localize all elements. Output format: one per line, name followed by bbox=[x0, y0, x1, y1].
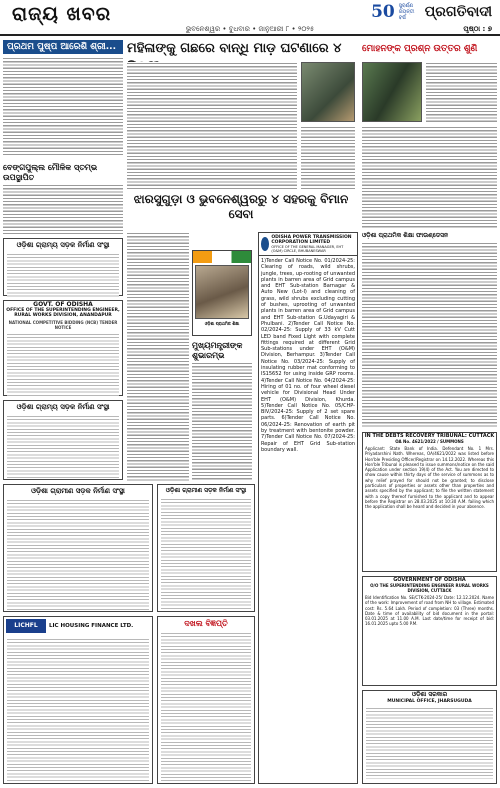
bottom-left-box-body bbox=[7, 499, 149, 611]
rural-works-notice bbox=[362, 576, 497, 686]
bottom-mid-box-title: ଓଡ଼ିଶା ଗ୍ରାମୀଣ ସଡ଼କ ନିର୍ମାଣ ସଂସ୍ଥା bbox=[165, 487, 247, 494]
center-sub-text bbox=[192, 362, 252, 480]
left-mid-body bbox=[3, 184, 123, 234]
govt-notice-sub: NATIONAL COMPETITIVE BIDDING (NCB) TENDER NOTICE bbox=[8, 320, 118, 330]
left-ad-1 bbox=[3, 238, 123, 296]
govt-notice bbox=[3, 300, 123, 396]
optcl-title: ODISHA POWER TRANSMISSION CORPORATION LIMITED bbox=[271, 235, 352, 245]
lead-story-text bbox=[127, 62, 297, 190]
lead-story-photo bbox=[301, 62, 355, 122]
center-left-text bbox=[127, 232, 189, 482]
newspaper-logo: ପ୍ରଗତିବାଦୀ bbox=[424, 4, 492, 20]
lead-story-text-2 bbox=[301, 126, 355, 190]
tribunal-body: Applicant: State Bank of India. Defendant No. 1 Mrs. Priyadarshini Nath. Whereas, OA/4621/2022 was listed before Hon'ble Presiding Officer/Registrar on 14.12.2022. Whereas this Hon'ble Tribunal is pleased to issue summons/notice on the said Application under section 19(4) of the Act. You are directed to show cause within thirty days of the service of summons as to why relief prayed for should not be granted; to disclose particulars of properties or assets other than properties and assets specified by the applicant; to file the written statement with a copy thereof furnished to the applicant and to appear before the Registrar on 28.03.2025 at 10:30 A.M. failing which the application shall be heard and decided in your absence. bbox=[365, 446, 494, 510]
right-story-text-1 bbox=[426, 62, 497, 122]
lichfl-notice-body bbox=[161, 632, 251, 782]
optcl-body: 1)Tender Call Notice No. 01/2024-25: Clearing of roads, wild shrubs, jungle, trees, up-rooting of unwanted plants in barren area of Grid campus and EHT Sub-station Barnagar & Auto New (Lot-I) and cleaning of grass, wild shrubs excluding cutting of bushes, uprooting of unwanted plants in barren area of Grid campus and EHT Sub-station G.Udayagiri & Phulbani. 2)Tender Call Notice No. 02/2024-25: Supply of 33 kV Cutt LED band Fixed Light with complete fittings required at different Grid Sub-stations under EHT (O&M) Division, Berhampur. 3)Tender Call Notice No. 03/2024-25: Supply of insulating rubber mat conforming to IS15652 for using inside GRP rooms. 4)Tender Call Notice No. 04/2024-25: Hiring of 01 no. of four wheel diesel vehicle for Divisional Head Under EHT (O&M) Division, Khurda. 5)Tender Call Notice No. 05/CHP-BIV/2024-25: Supply of 2 set spare parts. 6)Tender Call Notice No. 06/2024-25: Renovation of earth pit by treatment with bentonite powder. 7)Tender Call Notice No. 07/2024-25: Repair of EHT Grid Sub-station boundary wall. bbox=[261, 258, 355, 453]
center-image-ad-flag bbox=[193, 251, 251, 263]
optcl-sub: OFFICE OF THE GENERAL MANAGER, EHT (O&M) CIRCLE, BHUBANESWAR bbox=[271, 245, 344, 253]
rural-works-title: GOVERNMENT OF ODISHA bbox=[393, 577, 466, 583]
govt-notice-title: GOVT. OF ODISHA bbox=[33, 301, 93, 308]
masthead-logo-group bbox=[371, 2, 492, 22]
lichfl-notice-2 bbox=[157, 616, 255, 784]
page-number: ପୃଷ୍ଠା : ୭ bbox=[463, 25, 492, 33]
municipal-title: ଓଡ଼ିଶା ସରକାର bbox=[411, 691, 448, 698]
left-lead-body bbox=[3, 57, 123, 157]
rural-works-body: Bid Identification No. SE/CTK-2024-25/ Date: 12.12.2024. Name of the work: Improvement of road from NH to village. Estimated cost: Rs. 5.64 Lakh. Period of completion: 03 (Three) months. Date & time of availability of bid document in the portal: 03.01.2025 at 11.00 A.M. Last date/time for receipt of bid: 16.01.2025 upto 5.00 P.M. bbox=[365, 595, 494, 627]
municipal-body bbox=[366, 707, 493, 779]
left-ad-1-body bbox=[7, 253, 119, 297]
govt-notice-office: OFFICE OF THE SUPERINTENDING ENGINEER, RURAL WORKS DIVISION, ANANDAPUR bbox=[6, 308, 120, 318]
left-ad-2-body bbox=[7, 415, 119, 479]
tribunal-title: IN THE DEBTS RECOVERY TRIBUNAL: CUTTACK bbox=[364, 433, 495, 439]
right-mid-story bbox=[362, 232, 497, 428]
optcl-notice bbox=[258, 232, 358, 784]
lichfl-body bbox=[7, 638, 149, 782]
bottom-mid-box bbox=[157, 484, 255, 612]
tribunal-notice bbox=[362, 432, 497, 572]
dateline: ଭୁବନେଶ୍ୱର • ବୁଧବାର • ଜାନୁଆରୀ ୮ • ୨୦୨୫ bbox=[185, 25, 315, 33]
lichfl-logo-icon: LICHFL bbox=[6, 619, 46, 633]
right-mid-headline: ଓଡ଼ିଶା ପ୍ରାଥମିକ ଶିକ୍ଷା ଫାଉଣ୍ଡେସନ bbox=[362, 232, 449, 239]
anniversary-number: 50 bbox=[371, 2, 395, 22]
bottom-left-box bbox=[3, 484, 153, 612]
bottom-mid-box-body bbox=[161, 498, 251, 610]
center-headline: ଝାରସୁଗୁଡ଼ା ଓ ଭୁବନେଶ୍ୱରରୁ ୪ ସହରକୁ ବିମାନ ସେବା bbox=[133, 192, 349, 221]
section-title: ରାଜ୍ୟ ଖବର bbox=[12, 3, 112, 25]
lichfl-title: LIC HOUSING FINANCE LTD. bbox=[49, 623, 134, 629]
right-headline-strip bbox=[362, 40, 497, 60]
center-image-ad bbox=[192, 250, 252, 336]
left-lead-story bbox=[3, 40, 123, 158]
center-image-ad-caption: ଓଡ଼ିଶା ପ୍ରାଥମିକ ଶିକ୍ଷା bbox=[204, 321, 240, 326]
center-headline-block bbox=[127, 192, 355, 230]
left-mid-headline: ବେଙ୍ଗପୁଲ୍ଲ ମୌଳିକ ସ୍ତମ୍ଭ ଉପସ୍ଥାପିତ bbox=[3, 162, 98, 182]
left-mid-story bbox=[3, 162, 123, 234]
center-sub-headline: ମୁଖ୍ୟମନ୍ତ୍ରୀଙ୍କ ଶୁଭାରମ୍ଭ bbox=[192, 340, 243, 360]
right-story-body bbox=[362, 62, 497, 228]
center-left-column bbox=[127, 232, 189, 482]
lead-headline-strip bbox=[127, 40, 355, 60]
lead-headline: ମହିଳାଙ୍କୁ ଗଛରେ ବାନ୍ଧି ମାଡ଼ ଘଟଣାରେ ୪ bbox=[127, 41, 342, 56]
rural-works-office: O/O THE SUPERINTENDING ENGINEER RURAL WORKS DIVISION, CUTTACK bbox=[370, 583, 489, 593]
left-ad-1-title: ଓଡ଼ିଶା ଗ୍ରାମ୍ୟ ସଡ଼କ ନିର୍ମାଣ ସଂସ୍ଥା bbox=[16, 241, 110, 249]
left-ad-2-title: ଓଡ଼ିଶା ଗ୍ରାମ୍ୟ ସଡ଼କ ନିର୍ମାଣ ସଂସ୍ଥା bbox=[16, 403, 110, 411]
right-story-text-2 bbox=[362, 126, 497, 228]
left-lead-kicker: ପ୍ରଥମ ପୁଷ୍ପ ଆରେଶି ଶ୍ରୀ... bbox=[3, 40, 123, 54]
right-story-photo bbox=[362, 62, 422, 122]
center-sub-story bbox=[192, 340, 252, 482]
govt-notice-body bbox=[7, 333, 119, 397]
municipal-office: MUNICIPAL OFFICE, JHARSUGUDA bbox=[387, 699, 472, 704]
lichfl-notice bbox=[3, 616, 153, 784]
municipal-notice bbox=[362, 690, 497, 784]
lichfl-notice-title: ଦଖଲ ବିଜ୍ଞପ୍ତି bbox=[184, 619, 228, 628]
left-ad-2 bbox=[3, 400, 123, 480]
masthead bbox=[0, 0, 500, 36]
optcl-logo-icon bbox=[261, 237, 269, 251]
tribunal-sub: OA No. 4621/2022 / SUMMONS bbox=[395, 439, 464, 444]
right-mid-text bbox=[362, 242, 497, 428]
anniversary-caption: ସୁବର୍ଣ୍ଣ ଜୟନ୍ତୀ ବର୍ଷ bbox=[398, 3, 415, 21]
right-headline: ମୋହନଙ୍କ ପ୍ରଶ୍ନ ଉତ୍ତର ଶୁଣି bbox=[362, 44, 478, 54]
bottom-left-box-title: ଓଡ଼ିଶା ଗ୍ରାମୀଣ ସଡ଼କ ନିର୍ମାଣ ସଂସ୍ଥା bbox=[31, 487, 125, 495]
center-image-ad-photo bbox=[195, 265, 249, 319]
lead-story-body bbox=[127, 62, 355, 190]
